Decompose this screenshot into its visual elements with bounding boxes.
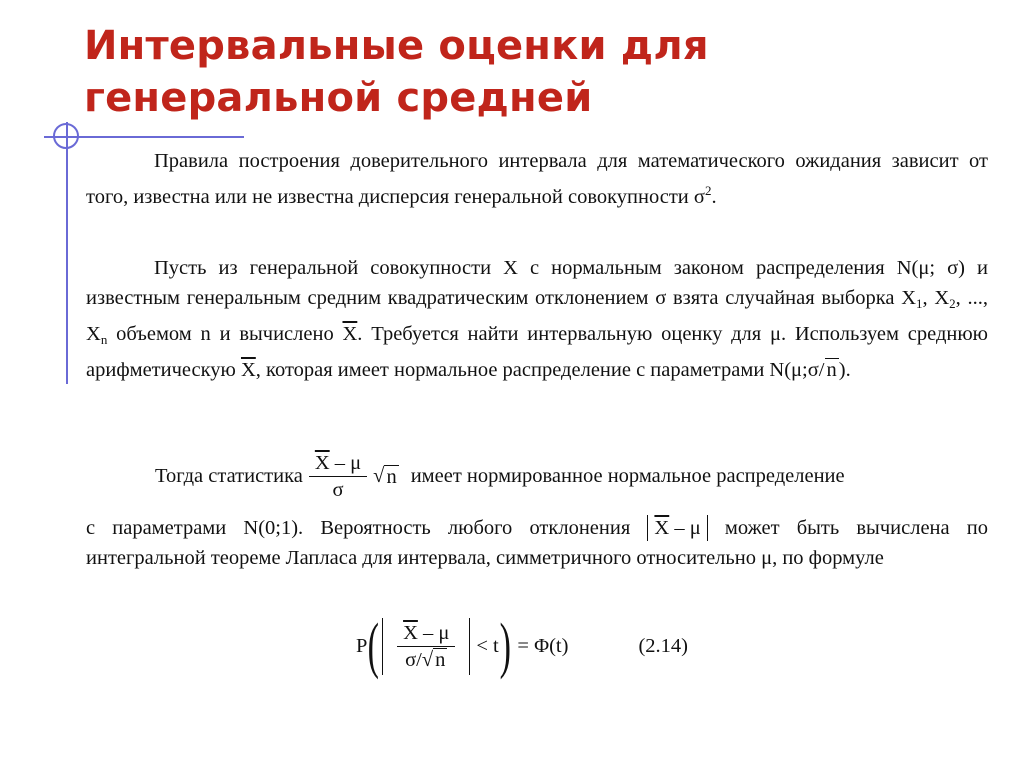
decorative-vertical-line bbox=[66, 122, 68, 384]
statistic-fraction: $\frac{\overline{X} - \mu}{\sigma}$ bbox=[309, 450, 367, 503]
x-bar-symbol: $\overline{X}$ bbox=[240, 359, 256, 381]
normal-parameters: N(μ;σ/ bbox=[769, 359, 825, 381]
x-bar-symbol: $\overline{X}$ bbox=[342, 323, 358, 345]
statistic-line: Тогда статистика $\frac{\overline{X} - \mu}{\sigma}$ √ n имеет нормированное нормальное распределение bbox=[155, 451, 845, 501]
crosshair-circle-icon bbox=[53, 123, 79, 149]
paragraph-laplace: с параметрами N(0;1). Вероятность любого отклонения $\overline{X}$ – μ может быть вычислена по интегральной теореме Лапласа для интервала, симметричного относительно μ, по формуле bbox=[86, 517, 988, 569]
slide-title: Интервальные оценки для генеральной средней bbox=[84, 23, 709, 121]
formula-2-14: P ( $\frac{\overline{X} - \mu}{\sigma/√n}$ < t ) = Φ(t) (2.14) bbox=[356, 612, 688, 680]
equation-number: (2.14) bbox=[638, 634, 688, 657]
paragraph-setup: Пусть из генеральной совокупности X с нормальным законом распределения N(μ; σ) и известным генеральным средним квадратическим отклонением σ взята случайная выборка $X_1$, $X_2$, ..., $X_n$ объемом n и вычислено $\overline{X}$. Требуется найти интервальную оценку для μ. Используем среднюю арифметическую $\overline{X}$, которая имеет нормальное распределение с параметрами N(μ;σ/n). bbox=[86, 257, 989, 381]
sqrt-n: n bbox=[826, 359, 837, 381]
paragraph-intro: Правила построения доверительного интервала для математического ожидания зависит от того, известна или не известна дисперсия генеральной совокупности $\sigma^2$. bbox=[86, 150, 988, 208]
sqrt-n: n bbox=[386, 465, 397, 488]
formula-absolute-value: $\frac{\overline{X} - \mu}{\sigma/√n}$ bbox=[382, 618, 470, 675]
absolute-deviation: $\overline{X}$ – μ bbox=[647, 515, 707, 541]
